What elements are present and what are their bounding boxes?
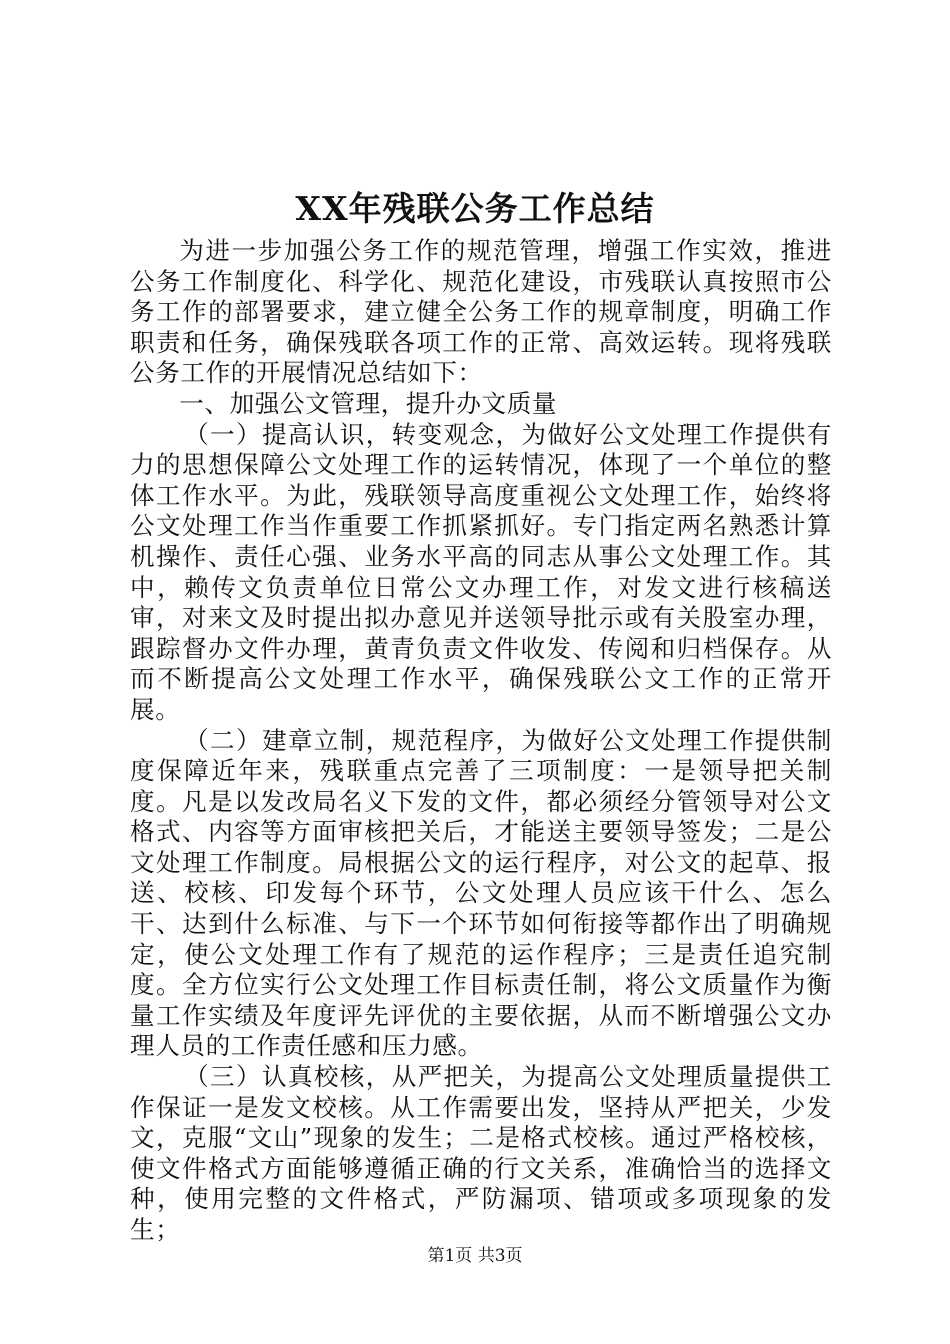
subsection-paragraph-3: （三）认真校核，从严把关，为提高公文处理质量提供工作保证一是发文校核。从工作需要出发，坚持从严把关，少发文，克服“文山”现象的发生；二是格式校核。通过严格校核，使文件格式方面能够遵循正确的行文关系，准确恰当的选择文种，使用完整的文件格式，严防漏项、错项或多项现象的发生；: [130, 1062, 832, 1244]
document-title: XX年残联公务工作总结: [295, 189, 655, 228]
page-footer: 第1页 共3页: [427, 1246, 523, 1266]
document-body: [130, 236, 832, 1246]
section-heading-1: 一、加强公文管理，提升办文质量: [179, 388, 558, 418]
intro-paragraph: 为进一步加强公务工作的规范管理，增强工作实效，推进公务工作制度化、科学化、规范化建设，市残联认真按照市公务工作的部署要求，建立健全公务工作的规章制度，明确工作职责和任务，确保残联各项工作的正常、高效运转。现将残联公务工作的开展情况总结如下：: [130, 236, 832, 388]
subsection-paragraph-1: （一）提高认识，转变观念，为做好公文处理工作提供有力的思想保障公文处理工作的运转情况，体现了一个单位的整体工作水平。为此，残联领导高度重视公文处理工作，始终将公文处理工作当作重要工作抓紧抓好。专门指定两名熟悉计算机操作、责任心强、业务水平高的同志从事公文处理工作。其中，赖传文负责单位日常公文办理工作，对发文进行核稿送审，对来文及时提出拟办意见并送领导批示或有关股室办理，跟踪督办文件办理，黄青负责文件收发、传阅和归档保存。从而不断提高公文处理工作水平，确保残联公文工作的正常开展。: [130, 419, 832, 724]
subsection-paragraph-2: （二）建章立制，规范程序，为做好公文处理工作提供制度保障近年来，残联重点完善了三项制度：一是领导把关制度。凡是以发改局名义下发的文件，都必须经分管领导对公文格式、内容等方面审核把关后，才能送主要领导签发；二是公文处理工作制度。局根据公文的运行程序，对公文的起草、报送、校核、印发每个环节，公文处理人员应该干什么、怎么干、达到什么标准、与下一个环节如何衔接等都作出了明确规定，使公文处理工作有了规范的运作程序；三是责任追究制度。全方位实行公文处理工作目标责任制，将公文质量作为衡量工作实绩及年度评先评优的主要依据，从而不断增强公文办理人员的工作责任感和压力感。: [130, 725, 832, 1061]
